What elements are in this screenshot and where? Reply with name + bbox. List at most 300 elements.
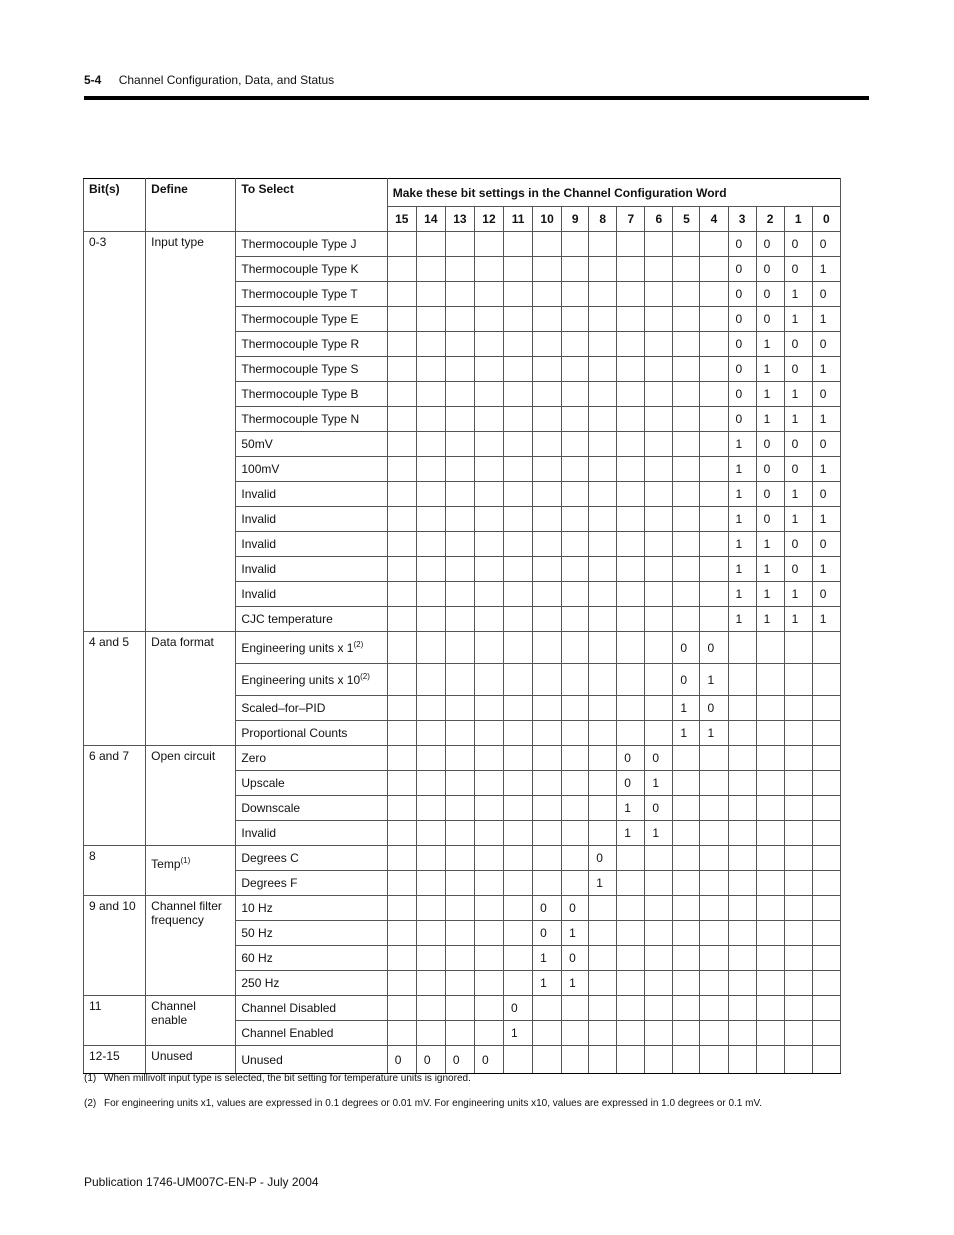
bits-cell: 8 [84,846,146,896]
select-label: Thermocouple Type K [241,262,359,276]
table-row [84,846,841,871]
select-cell [236,871,387,896]
bit-cell [387,282,416,307]
bit-cell [387,821,416,846]
bit-cell: 0 [812,432,840,457]
bit-cell [756,721,784,746]
bit-cell [700,746,728,771]
bit-cell [533,796,562,821]
bit-cell [784,721,812,746]
bit-cell [533,632,562,664]
bit-cell [728,771,756,796]
bit-cell [533,607,562,632]
bit-cell [504,607,533,632]
bit-cell: 0 [784,432,812,457]
select-label: 50mV [241,437,273,451]
bit-cell [645,871,673,896]
bit-cell [673,407,700,432]
bit-cell [416,282,445,307]
bit-cell [784,821,812,846]
bit-cell [504,257,533,282]
bit-cell [700,307,728,332]
channel-config-table [83,178,841,1074]
bit-cell: 1 [812,607,840,632]
bit-cell [445,457,474,482]
bit-cell [645,1046,673,1074]
bit-cell: 1 [784,582,812,607]
bit-cell [700,507,728,532]
bit-cell [445,332,474,357]
bit-cell [416,632,445,664]
select-label: Invalid [241,826,277,840]
bit-cell [445,921,474,946]
bit-cell [533,746,562,771]
bit-cell: 0 [700,696,728,721]
bit-cell [504,457,533,482]
bit-cell [445,771,474,796]
bit-cell [445,871,474,896]
bit-cell [589,921,617,946]
bit-cell [617,946,645,971]
bit-cell [673,871,700,896]
define-cell [146,846,236,896]
bit-cell [812,896,840,921]
footnote-mark: (1) [84,1073,97,1084]
bit-cell [589,632,617,664]
bit-cell [589,507,617,532]
bit-cell: 0 [756,232,784,257]
bit-cell [504,821,533,846]
bit-cell [474,1021,503,1046]
select-cell [236,432,387,457]
bit-cell [673,457,700,482]
bit-cell [533,871,562,896]
bit-cell: 0 [812,282,840,307]
bit-cell [589,357,617,382]
bit-cell [673,896,700,921]
bits-cell: 9 and 10 [84,896,146,996]
bit-cell [756,696,784,721]
bit-cell [673,921,700,946]
bit-cell [673,607,700,632]
bit-cell [445,482,474,507]
bit-cell [445,996,474,1021]
bit-number-header: 11 [504,207,533,232]
header-rule [84,96,869,100]
bit-cell [617,332,645,357]
select-cell [236,721,387,746]
bit-cell [562,607,589,632]
bit-cell [504,582,533,607]
bit-cell: 1 [533,946,562,971]
bit-cell [728,632,756,664]
bit-cell [445,507,474,532]
bit-cell [700,382,728,407]
define-text: Temp [151,857,181,871]
header-bits: Bit(s) [84,179,146,232]
bit-cell [589,896,617,921]
select-cell [236,796,387,821]
select-cell [236,482,387,507]
bit-cell [617,871,645,896]
bit-cell [645,896,673,921]
bit-cell [387,746,416,771]
bit-cell [562,1046,589,1074]
bit-cell [416,557,445,582]
bit-cell [784,971,812,996]
bit-cell [756,796,784,821]
select-cell [236,771,387,796]
bit-cell [645,357,673,382]
bit-cell [700,896,728,921]
bit-cell [387,771,416,796]
bit-cell: 0 [728,282,756,307]
bit-cell [445,432,474,457]
select-cell [236,282,387,307]
bit-cell [387,457,416,482]
bit-cell [589,432,617,457]
bit-cell [416,432,445,457]
bit-cell [756,664,784,696]
table-row [84,996,841,1021]
select-cell [236,821,387,846]
bit-cell: 1 [784,507,812,532]
bit-cell [673,482,700,507]
bit-cell [673,257,700,282]
bit-cell [533,357,562,382]
bit-cell [673,432,700,457]
bit-cell [416,821,445,846]
bit-cell [562,432,589,457]
select-label: Engineering units x 1 [241,641,354,655]
bit-cell: 1 [812,407,840,432]
bit-cell [812,796,840,821]
bit-cell: 0 [784,332,812,357]
bit-cell [673,307,700,332]
bit-cell: 1 [756,357,784,382]
bit-cell [645,532,673,557]
bit-cell: 0 [728,307,756,332]
bit-cell [474,771,503,796]
bit-cell: 0 [387,1046,416,1074]
bit-cell [589,946,617,971]
bit-cell [784,771,812,796]
bit-cell [673,821,700,846]
bit-cell [728,921,756,946]
select-cell [236,896,387,921]
select-label: Invalid [241,487,277,501]
bit-cell [416,946,445,971]
chapter-title: Channel Configuration, Data, and Status [118,73,335,87]
publication-footer: Publication 1746-UM007C-EN-P - July 2004 [84,1175,319,1189]
bit-cell [562,871,589,896]
bit-cell [756,896,784,921]
bit-cell [645,664,673,696]
bit-cell [416,996,445,1021]
bit-cell [756,746,784,771]
bit-number-header: 7 [617,207,645,232]
bit-cell: 0 [533,896,562,921]
bit-cell: 0 [812,232,840,257]
bit-cell [645,232,673,257]
bit-cell [445,557,474,582]
bit-cell [700,582,728,607]
bit-cell [504,846,533,871]
bit-cell [445,532,474,557]
bit-cell [416,796,445,821]
bit-cell [645,407,673,432]
select-label: Scaled–for–PID [241,701,326,715]
bit-cell: 0 [812,482,840,507]
bit-cell [589,282,617,307]
bit-cell: 1 [756,382,784,407]
bit-cell [387,232,416,257]
bit-cell [504,1046,533,1074]
bit-cell: 0 [416,1046,445,1074]
bit-cell [562,996,589,1021]
bit-cell: 1 [812,507,840,532]
select-cell [236,332,387,357]
select-label: Thermocouple Type E [241,312,359,326]
bits-cell: 11 [84,996,146,1046]
bit-cell [700,871,728,896]
bit-cell [445,282,474,307]
select-cell [236,232,387,257]
table-row [84,1046,841,1074]
bit-cell [673,582,700,607]
bit-cell [700,282,728,307]
page-number: 5-4 [84,73,102,87]
bit-cell [617,407,645,432]
bit-cell [416,771,445,796]
bit-cell [673,532,700,557]
bit-cell [589,482,617,507]
bit-cell [589,332,617,357]
bit-cell [474,946,503,971]
bit-cell [533,996,562,1021]
bit-number-header: 15 [387,207,416,232]
select-cell [236,1021,387,1046]
bit-number-header: 3 [728,207,756,232]
bit-cell [645,507,673,532]
bit-cell: 1 [784,482,812,507]
bit-cell [812,971,840,996]
bit-cell [645,257,673,282]
bit-cell [416,382,445,407]
bit-cell: 0 [756,282,784,307]
define-cell [146,632,236,746]
bit-cell [756,821,784,846]
select-cell [236,507,387,532]
bit-cell [562,232,589,257]
bit-cell [617,507,645,532]
bit-cell [617,582,645,607]
bit-cell [673,1021,700,1046]
bit-number-header: 4 [700,207,728,232]
bit-cell [445,846,474,871]
bit-cell [504,632,533,664]
select-cell [236,846,387,871]
bit-cell [617,357,645,382]
bit-cell [812,1046,840,1074]
bit-cell [387,632,416,664]
bit-cell [562,357,589,382]
bit-cell [533,382,562,407]
bit-cell: 1 [728,582,756,607]
bit-cell [533,432,562,457]
bit-cell: 0 [784,532,812,557]
bit-cell [474,507,503,532]
bit-cell [416,357,445,382]
bit-cell [700,607,728,632]
bit-cell [445,632,474,664]
bit-cell [474,971,503,996]
bit-cell [645,332,673,357]
bit-cell [474,482,503,507]
bit-cell [416,582,445,607]
bit-cell [387,507,416,532]
select-cell [236,557,387,582]
bit-cell [589,232,617,257]
bit-number-header: 5 [673,207,700,232]
table-row [84,232,841,257]
bit-number-header: 14 [416,207,445,232]
bit-cell [589,746,617,771]
bit-cell [589,407,617,432]
bit-cell: 1 [617,821,645,846]
bit-cell: 1 [784,607,812,632]
bit-cell [645,1021,673,1046]
select-cell [236,946,387,971]
bit-cell [445,746,474,771]
select-cell [236,664,387,696]
bit-number-header: 2 [756,207,784,232]
bit-cell [784,696,812,721]
bit-cell [416,721,445,746]
bit-cell [562,632,589,664]
bit-cell [589,796,617,821]
bit-cell [533,407,562,432]
bit-cell [617,1046,645,1074]
bit-cell: 1 [756,532,784,557]
bit-cell: 0 [756,507,784,532]
bit-cell [533,821,562,846]
bit-cell [416,607,445,632]
bit-cell [562,846,589,871]
bit-cell [673,557,700,582]
bit-cell [416,746,445,771]
bit-cell [756,946,784,971]
bit-cell [562,282,589,307]
bit-cell [812,846,840,871]
bit-cell [784,746,812,771]
bit-cell [784,1046,812,1074]
select-label: Thermocouple Type B [241,387,359,401]
bit-cell [645,282,673,307]
bit-cell [617,896,645,921]
bit-cell [756,846,784,871]
bit-cell [700,532,728,557]
bit-cell [700,407,728,432]
bit-cell: 0 [784,457,812,482]
bit-cell [445,357,474,382]
bit-cell [387,257,416,282]
bit-cell [416,482,445,507]
bit-cell [474,557,503,582]
bit-cell [474,796,503,821]
bit-cell [673,282,700,307]
bit-cell: 1 [728,557,756,582]
bit-cell [812,946,840,971]
bit-cell [533,1021,562,1046]
footnote-text: When millivolt input type is selected, the bit setting for temperature units is ignored. [104,1073,471,1084]
define-cell [146,896,236,996]
bit-cell: 1 [784,282,812,307]
bit-cell [562,771,589,796]
select-cell [236,357,387,382]
bit-cell [589,607,617,632]
bit-cell [784,796,812,821]
bit-cell [784,871,812,896]
bit-cell [445,896,474,921]
bit-cell: 1 [728,457,756,482]
select-cell [236,996,387,1021]
select-cell [236,382,387,407]
bit-cell: 0 [784,557,812,582]
bit-cell: 1 [784,307,812,332]
select-cell [236,532,387,557]
bit-cell: 1 [756,407,784,432]
bit-cell: 1 [562,921,589,946]
bit-cell [474,257,503,282]
bit-cell [504,407,533,432]
bit-cell [589,307,617,332]
bit-cell [533,282,562,307]
bit-number-header: 12 [474,207,503,232]
bit-cell [617,307,645,332]
bit-cell [728,971,756,996]
bit-cell [645,307,673,332]
bit-cell [589,696,617,721]
bit-cell [445,664,474,696]
select-label: 250 Hz [241,976,280,990]
bit-cell: 0 [645,746,673,771]
bit-cell [504,696,533,721]
bit-cell [416,532,445,557]
footnote-ref: (1) [180,856,191,865]
bit-cell [445,382,474,407]
header-define: Define [146,179,236,232]
bit-cell [387,307,416,332]
bit-cell [645,607,673,632]
bit-cell [533,332,562,357]
bit-cell [562,664,589,696]
bit-cell: 1 [812,307,840,332]
bit-cell [589,771,617,796]
bit-cell: 0 [756,432,784,457]
select-label: Thermocouple Type J [241,237,357,251]
bit-cell: 0 [756,457,784,482]
bit-cell: 1 [784,382,812,407]
select-label: Thermocouple Type N [241,412,360,426]
select-label: Invalid [241,537,277,551]
bit-cell [445,607,474,632]
bit-cell [504,282,533,307]
bit-cell [474,664,503,696]
bit-cell [645,457,673,482]
bit-cell [617,846,645,871]
select-label: Thermocouple Type R [241,337,360,351]
